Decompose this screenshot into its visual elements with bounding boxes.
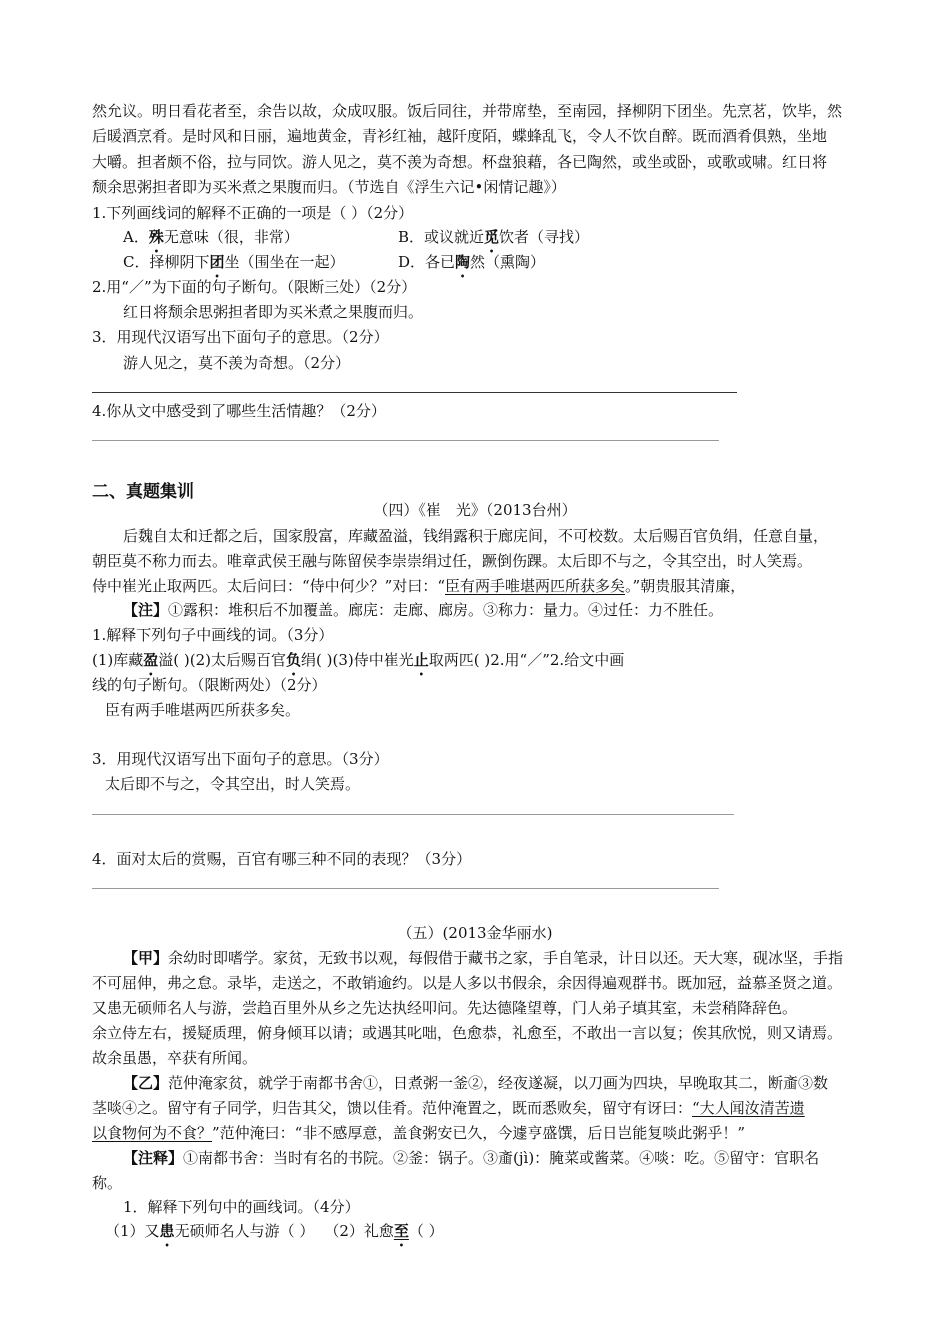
p4-question-2-sentence: 臣有两手唯堪两匹所获多矣。 [105, 701, 301, 719]
p4-question-4: 4．面对太后的赏赐，百官有哪三种不同的表现？（3分） [92, 850, 472, 868]
p4-question-2: 线的句子断句。（限断两处）（2分） [92, 676, 327, 694]
passage-5-title: （五）(2013金华丽水) [397, 924, 553, 942]
question-2-sentence: 红日将颓余思粥担者即为买米煮之果腹而归。 [123, 303, 424, 321]
answer-line [92, 888, 719, 889]
passage-line: 不可屈伸，弗之怠。录毕，走送之，不敢销逾约。以是人多以书假余，余因得遍观群书。既加冠，益慕圣贤之道。 [92, 974, 843, 992]
p4-question-1: 1.解释下列句子中画线的词。（3分） [92, 626, 334, 644]
passage-line: 然允议。明日看花者至，余告以故，众成叹服。饭后同往，并带席垫，至南园，择柳阴下团坐。先烹茗，饮毕，然 [92, 102, 843, 120]
passage-line: 【甲】余幼时即嗜学。家贫，无致书以观，每假借于藏书之家，手自笔录，计日以还。天大寒，砚冰坚，手指 [123, 949, 844, 967]
passage-4-title: （四）《崔 光》（2013台州） [373, 501, 577, 519]
passage-line: 【乙】范仲淹家贫，就学于南都书舍①，日煮粥一釜②，经夜遂凝，以刀画为四块，早晚取其二，断齑③数 [123, 1074, 829, 1092]
answer-line [92, 392, 737, 393]
passage-note: 【注释】①南都书舍：当时有名的书院。②釜：锅子。③齑(jì)：腌菜或酱菜。④啖：吃。⑤留守：官职名 [123, 1149, 820, 1167]
option-d: D．各已陶然（熏陶） [398, 253, 546, 271]
question-1: 1.下列画线词的解释不正确的一项是（ ）（2分） [92, 204, 414, 222]
section-heading: 二、真题集训 [92, 482, 194, 502]
passage-line: 又患无硕师名人与游，尝趋百里外从乡之先达执经叩问。先达德隆望尊，门人弟子填其室，未尝稍降辞色。 [92, 999, 798, 1017]
question-3-sentence: 游人见之，莫不羡为奇想。（2分） [123, 354, 351, 372]
question-4: 4.你从文中感受到了哪些生活情趣？（2分） [92, 402, 386, 420]
passage-line: 余立侍左右，援疑质理，俯身倾耳以请；或遇其叱咄，色愈恭，礼愈至，不敢出一言以复；俟其欣悦，则又请焉。 [92, 1024, 843, 1042]
passage-line: 朝臣莫不称力而去。唯章武侯王融与陈留侯李崇崇绢过任，蹶倒伤踝。太后即不与之，令其空出，时人笑焉。 [92, 552, 813, 570]
option-c: C．择柳阴下团坐（围坐在一起） [123, 253, 345, 271]
question-2: 2.用“／”为下面的句子断句。（限断三处）（2分） [92, 278, 417, 296]
p5-question-1: 1．解释下列句中的画线词。（4分） [123, 1198, 360, 1216]
passage-line: 侍中崔光止取两匹。太后问曰：“侍中何少？”对曰：“臣有两手唯堪两匹所获多矣。”朝贵服其清廉， [92, 577, 746, 595]
p4-question-3: 3．用现代汉语写出下面句子的意思。（3分） [92, 750, 389, 768]
passage-line: 后魏自太和迁都之后，国家殷富，库藏盈溢，钱绢露积于廊庑间，不可校数。太后赐百官负绢，任意自量， [123, 527, 829, 545]
answer-line [92, 814, 734, 815]
p4-question-1-items: (1)库藏盈溢( )(2)太后赐百官负绢( )(3)侍中崔光止取两匹( )2.用“／”2.给文中画 [92, 651, 625, 669]
passage-line: 颓余思粥担者即为买米煮之果腹而归。（节选自《浮生六记•闲情记趣》） [92, 178, 566, 196]
passage-line: 大嚼。担者颇不俗，拉与同饮。游人见之，莫不羡为奇想。杯盘狼藉，各已陶然，或坐或卧，或歌或啸。红日将 [92, 153, 828, 171]
passage-note: 【注】①露积：堆积后不加覆盖。廊庑：走廊、廊房。③称力：量力。④过任：力不胜任。 [123, 601, 724, 619]
passage-line: 茎啖④之。留守有子同学，归告其父，馈以佳肴。范仲淹置之，既而悉败矣，留守有讶曰：“大人闻汝清苦遗 [92, 1099, 805, 1117]
passage-note: 称。 [92, 1174, 123, 1192]
answer-line [92, 440, 719, 441]
passage-line: 故余虽愚，卒获有所闻。 [92, 1049, 258, 1067]
passage-line: 后暖酒烹肴。是时风和日丽，遍地黄金，青衫红袖，越阡度陌，蝶蜂乱飞，令人不饮自醉。既而酒肴俱熟，坐地 [92, 127, 828, 145]
p4-question-3-sentence: 太后即不与之，令其空出，时人笑焉。 [105, 775, 361, 793]
option-a: A．殊无意味（很，非常） [123, 228, 299, 246]
passage-line: 以食物何为不食？”范仲淹曰：“非不感厚意，盖食粥安已久，今遽亨盛馔，后日岂能复啖此粥乎！” [92, 1124, 746, 1142]
question-3: 3．用现代汉语写出下面句子的意思。（2分） [92, 328, 389, 346]
option-b: B．或议就近觅饮者（寻找） [398, 228, 590, 246]
p5-question-1-items: （1）又患无硕师名人与游（ ） （2）礼愈至（ ） [105, 1222, 444, 1240]
